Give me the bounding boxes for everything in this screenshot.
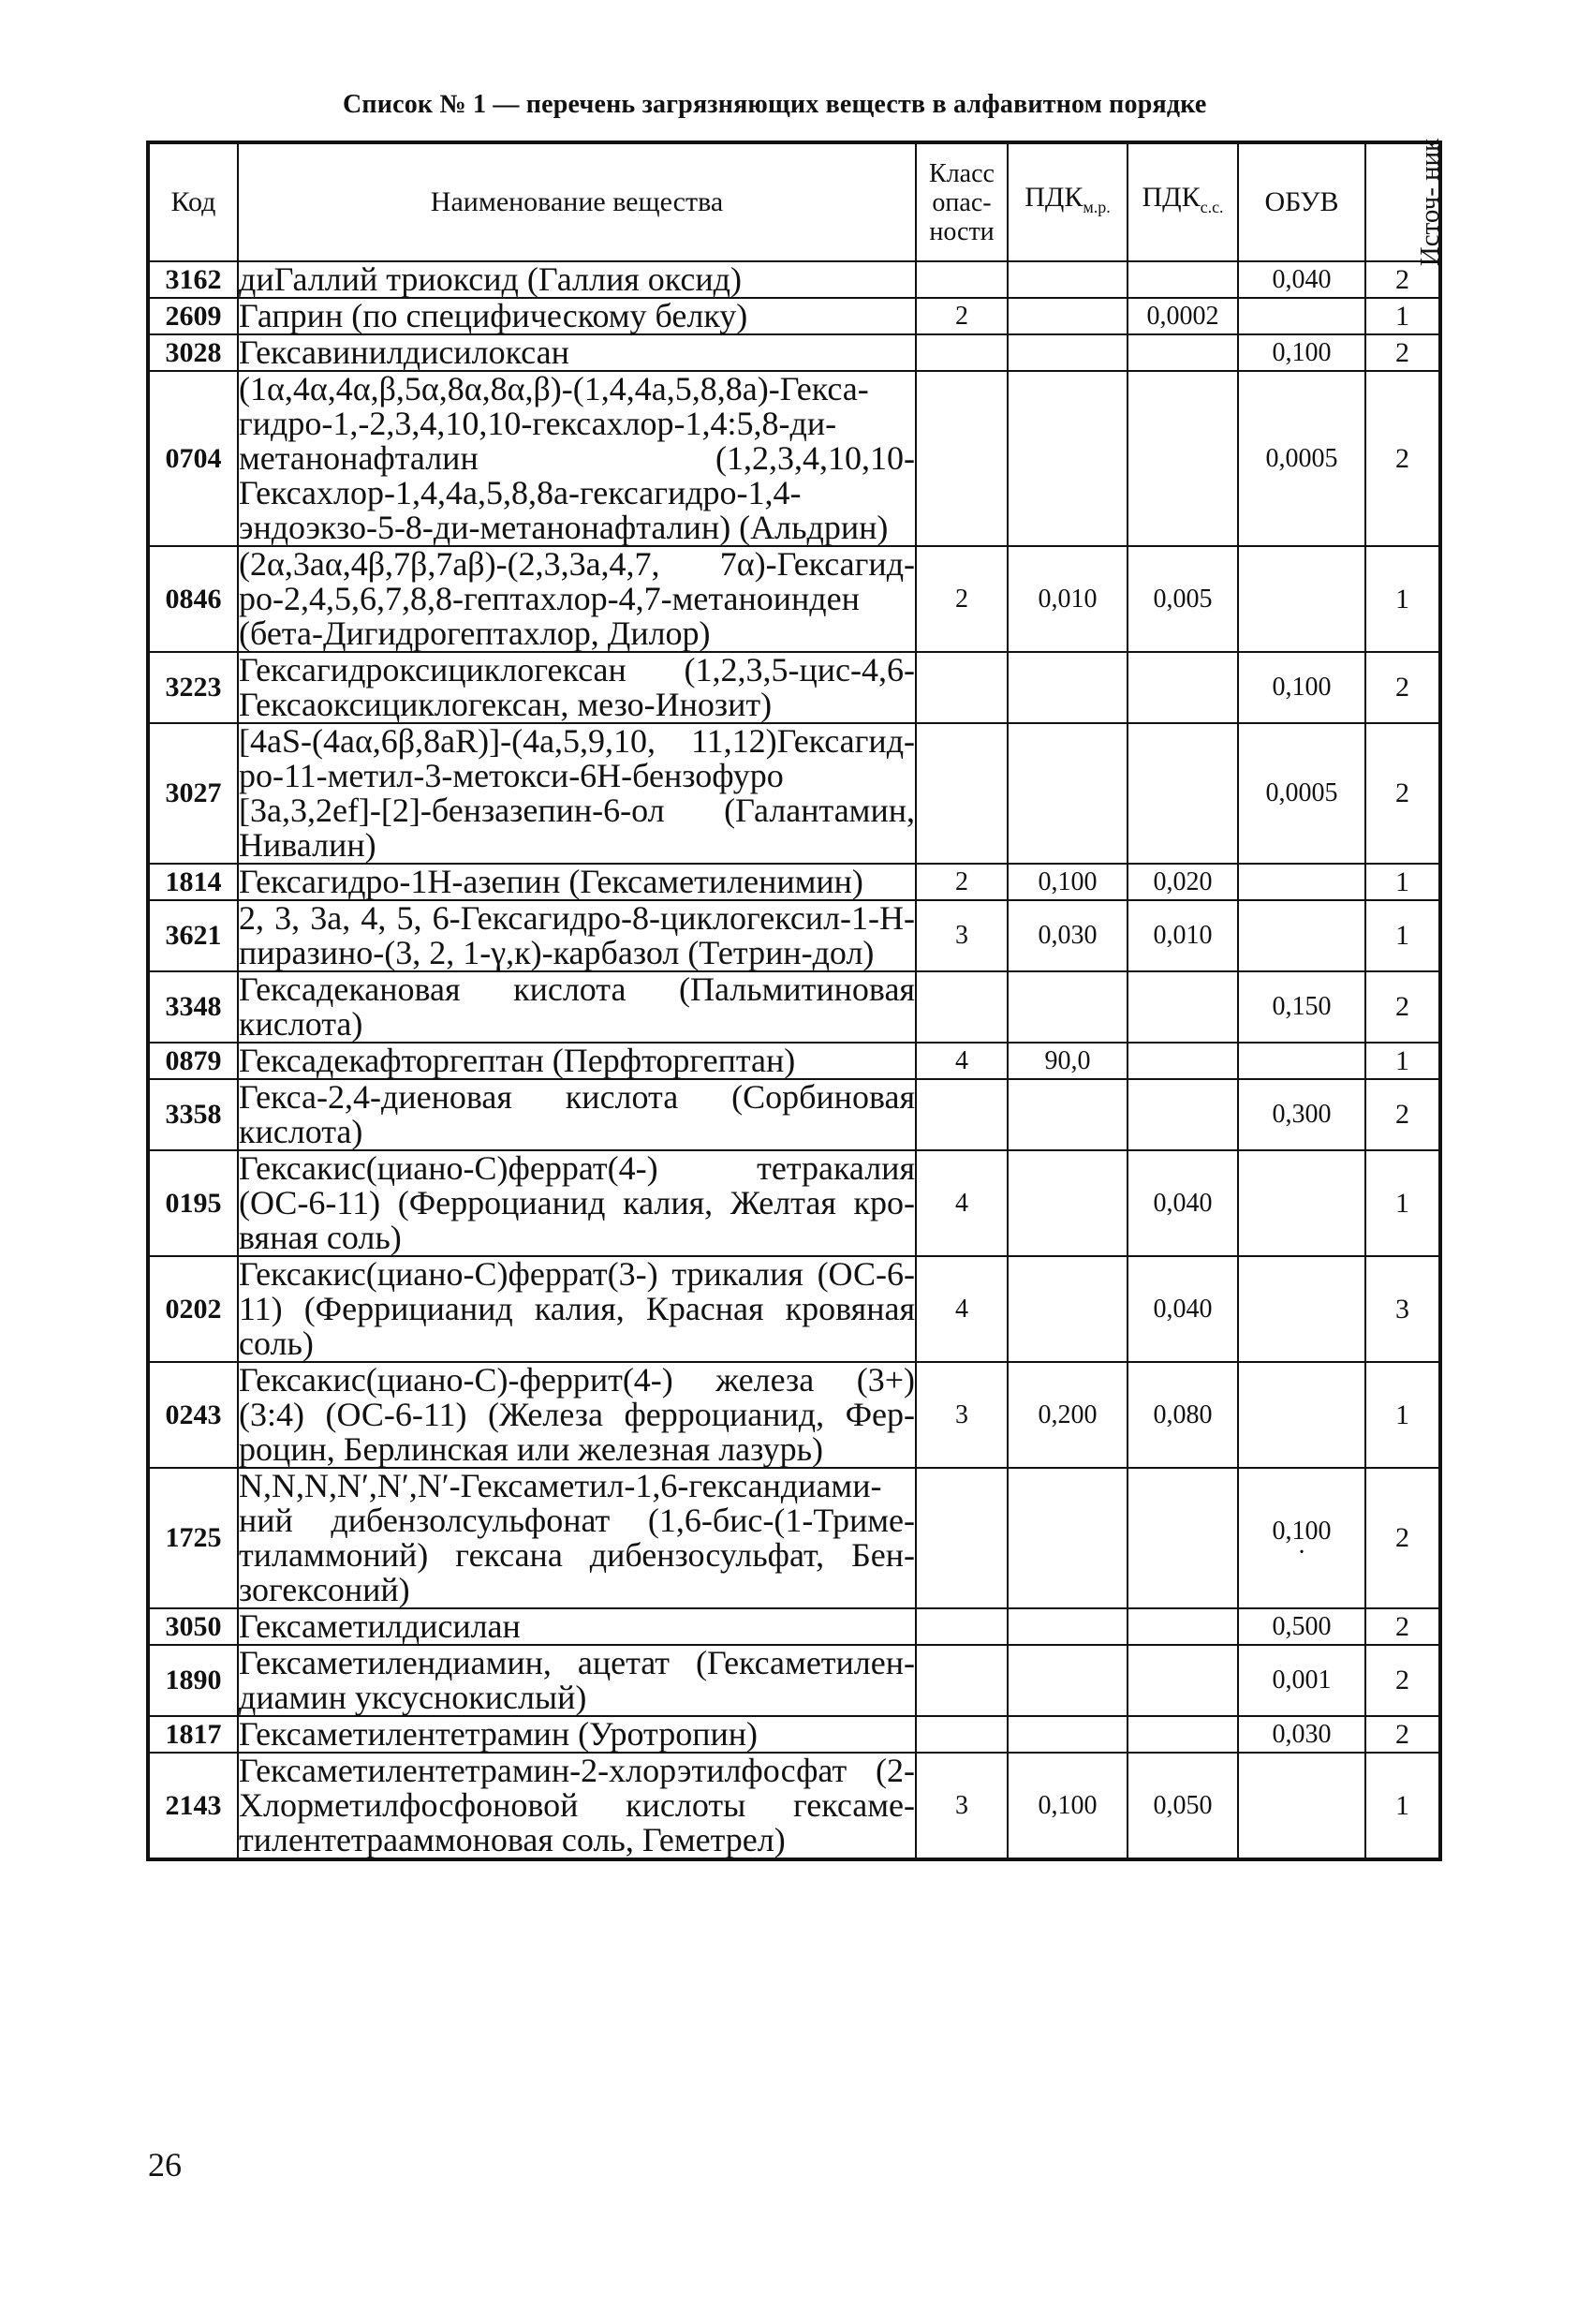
obuv-cell [1238, 1256, 1365, 1362]
code-cell: 1725 [148, 1468, 238, 1608]
name-cell: Гексадекафторгептан (Перфторгептан) [238, 1043, 916, 1079]
table-row [148, 1256, 1440, 1362]
source-cell: 2 [1365, 1716, 1440, 1753]
hazard-class-cell: 4 [916, 1043, 1008, 1079]
pdk-ss-cell [1128, 1079, 1238, 1150]
source-cell: 2 [1365, 652, 1440, 723]
source-cell: 2 [1365, 1079, 1440, 1150]
name-cell: Гексакис(циано-С)феррат(3-) трикалия (ОС-6-11) (Феррицианид калия, Красная кровяная соль) [239, 1255, 915, 1362]
header-hazard-class: Класс опас- ности [916, 142, 1008, 261]
table-row [148, 261, 1440, 298]
source-cell: 2 [1365, 371, 1440, 546]
name-cell: Гексаметилендиамин, ацетат (Гексаметилен-диамин уксуснокислый) [239, 1644, 915, 1716]
source-cell: 1 [1365, 900, 1440, 971]
table-row [148, 1079, 1440, 1150]
pdk-ss-cell [1128, 1608, 1238, 1645]
name-cell: Гекса-2,4-диеновая кислота (Сорбиновая кислота) [239, 1078, 915, 1150]
name-cell: Гексаметилдисилан [238, 1608, 916, 1645]
table-row [148, 1150, 1440, 1256]
pdk-mr-cell [1008, 1716, 1128, 1753]
hazard-class-cell: 3 [916, 900, 1008, 971]
hazard-class-cell [916, 971, 1008, 1043]
obuv-cell: 0,150 [1238, 971, 1365, 1043]
name-cell: Гаприн (по специфическому белку) [238, 298, 916, 334]
code-cell: 2609 [148, 298, 238, 334]
hazard-class-cell [916, 652, 1008, 723]
pdk-ss-cell [1128, 1043, 1238, 1079]
table-row [148, 546, 1440, 652]
hazard-class-cell [916, 371, 1008, 546]
source-cell: 1 [1365, 298, 1440, 334]
pdk-mr-cell: 90,0 [1008, 1043, 1128, 1079]
name-cell: [4aS-(4aα,6β,8aR)]-(4a,5,9,10, 11,12)Гексагид-ро-11-метил-3-метокси-6Н-бензофуро [3a,3,2ef]-[2]-бензазепин-6-ол (Галантамин, Нивалин) [239, 722, 915, 864]
obuv-mark: · [1297, 1538, 1306, 1567]
name-cell: Гексагидро-1Н-азепин (Гексаметиленимин) [238, 864, 916, 900]
pdk-ss-cell [1128, 1645, 1238, 1716]
name-cell: (1α,4α,4α,β,5α,8α,8α,β)-(1,4,4a,5,8,8a)-Гекса-гидро-1,-2,3,4,10,10-гексахлор-1,4:5,8-ди-метанонафталин (1,2,3,4,10,10-Гексахлор-1,4,4a,5,8,8a-гексагидро-1,4-эндоэкзо-5-8-ди-метанонафталин) (Альдрин) [239, 370, 915, 546]
pdk-ss-cell: 0,0002 [1128, 298, 1238, 334]
name-cell: N,N,N,N′,N′,N′-Гексаметил-1,6-гександиами-ний дибензолсульфонат (1,6-бис-(1-Триме-тиламмоний) гексана дибензосульфат, Бен-зогексоний) [239, 1467, 915, 1608]
hazard-class-cell: 3 [916, 1753, 1008, 1859]
pdk-mr-cell [1008, 261, 1128, 298]
header-name: Наименование вещества [238, 142, 916, 261]
pdk-mr-cell [1008, 1468, 1128, 1608]
obuv-cell: 0,0005 [1238, 371, 1365, 546]
table-row [148, 864, 1440, 900]
table-row [148, 1608, 1440, 1645]
pdk-mr-cell [1008, 1645, 1128, 1716]
name-cell: Гексадекановая кислота (Пальмитиновая кислота) [239, 970, 915, 1043]
hazard-class-cell: 2 [916, 864, 1008, 900]
obuv-cell [1238, 864, 1365, 900]
obuv-cell: 0,500 [1238, 1608, 1365, 1645]
obuv-cell: 0,100 [1238, 334, 1365, 371]
header-pdk-ss: $ПДК_{с.с.}$ [1128, 142, 1238, 261]
obuv-cell: 0,001 [1238, 1645, 1365, 1716]
name-cell: (2α,3aα,4β,7β,7aβ)-(2,3,3a,4,7, 7α)-Гексагид-ро-2,4,5,6,7,8,8-гептахлор-4,7-метаноинден (бета-Дигидрогептахлор, Дилор) [239, 545, 915, 652]
name-cell: Гексакис(циано-С)-феррит(4-) железа (3+) (3:4) (ОС-6-11) (Железа ферроцианид, Фер-роцин, Берлинская или железная лазурь) [239, 1361, 915, 1468]
table-row [148, 723, 1440, 864]
code-cell: 3358 [148, 1079, 238, 1150]
table-row [148, 1716, 1440, 1753]
name-cell: диГаллий триоксид (Галлия оксид) [238, 261, 916, 298]
hazard-class-cell: 3 [916, 1362, 1008, 1468]
source-cell: 1 [1365, 864, 1440, 900]
table-row [148, 371, 1440, 546]
table-header-row [148, 142, 1440, 261]
table-row [148, 1468, 1440, 1608]
table-row [148, 1753, 1440, 1859]
pdk-ss-cell [1128, 334, 1238, 371]
name-cell: Гексаметилентетрамин (Уротропин) [238, 1716, 916, 1753]
pdk-mr-cell [1008, 1608, 1128, 1645]
table-row [148, 652, 1440, 723]
hazard-class-cell [916, 334, 1008, 371]
page-number: 26 [148, 2146, 182, 2183]
source-cell: 2 [1365, 261, 1440, 298]
pdk-ss-cell [1128, 652, 1238, 723]
name-cell: Гексагидроксициклогексан (1,2,3,5-цис-4,6-Гексаоксициклогексан, мезо-Инозит) [239, 651, 915, 723]
pdk-mr-cell [1008, 1079, 1128, 1150]
source-cell: 2 [1365, 971, 1440, 1043]
table-row [148, 900, 1440, 971]
code-cell: 0879 [148, 1043, 238, 1079]
obuv-cell: 0,040 [1238, 261, 1365, 298]
code-cell: 2143 [148, 1753, 238, 1859]
pdk-mr-cell: 0,200 [1008, 1362, 1128, 1468]
hazard-class-cell [916, 1079, 1008, 1150]
source-cell: 2 [1365, 1468, 1440, 1608]
header-source: Источ- ник [1365, 142, 1440, 261]
pdk-ss-cell [1128, 261, 1238, 298]
source-cell: 1 [1365, 1362, 1440, 1468]
hazard-class-cell [916, 1608, 1008, 1645]
obuv-cell [1238, 1043, 1365, 1079]
pdk-ss-cell: 0,080 [1128, 1362, 1238, 1468]
pdk-ss-cell: 0,020 [1128, 864, 1238, 900]
source-cell: 2 [1365, 1645, 1440, 1716]
table-row [148, 298, 1440, 334]
table-row [148, 1362, 1440, 1468]
pdk-ss-cell: 0,040 [1128, 1150, 1238, 1256]
code-cell: 0202 [148, 1256, 238, 1362]
hazard-class-cell [916, 1645, 1008, 1716]
pdk-ss-cell: 0,040 [1128, 1256, 1238, 1362]
code-cell: 1817 [148, 1716, 238, 1753]
code-cell: 0704 [148, 371, 238, 546]
obuv-cell: 0,100 [1238, 652, 1365, 723]
obuv-cell: 0,100 · [1238, 1468, 1365, 1608]
source-cell: 2 [1365, 334, 1440, 371]
obuv-cell [1238, 298, 1365, 334]
pdk-mr-cell: 0,100 [1008, 1753, 1128, 1859]
code-cell: 1890 [148, 1645, 238, 1716]
hazard-class-cell: 4 [916, 1150, 1008, 1256]
pdk-mr-cell [1008, 371, 1128, 546]
obuv-cell: 0,300 [1238, 1079, 1365, 1150]
code-cell: 1814 [148, 864, 238, 900]
code-cell: 3028 [148, 334, 238, 371]
obuv-cell [1238, 900, 1365, 971]
header-code: Код [148, 142, 238, 261]
pdk-ss-cell [1128, 371, 1238, 546]
hazard-class-cell [916, 1468, 1008, 1608]
name-cell: Гексавинилдисилоксан [238, 334, 916, 371]
pdk-mr-cell [1008, 652, 1128, 723]
table-row [148, 334, 1440, 371]
obuv-cell [1238, 1150, 1365, 1256]
source-cell: 2 [1365, 1608, 1440, 1645]
pdk-mr-cell: 0,010 [1008, 546, 1128, 652]
code-cell: 3223 [148, 652, 238, 723]
pdk-ss-cell [1128, 971, 1238, 1043]
name-cell: 2, 3, 3a, 4, 5, 6-Гексагидро-8-циклогексил-1-Н-пиразино-(3, 2, 1-γ,к)-карбазол (Тетрин-дол) [239, 899, 915, 971]
code-cell: 3621 [148, 900, 238, 971]
code-cell: 0846 [148, 546, 238, 652]
obuv-cell [1238, 546, 1365, 652]
source-cell: 1 [1365, 1753, 1440, 1859]
pdk-mr-cell [1008, 723, 1128, 864]
code-cell: 3348 [148, 971, 238, 1043]
pdk-mr-cell: 0,030 [1008, 900, 1128, 971]
obuv-cell [1238, 1362, 1365, 1468]
code-cell: 3027 [148, 723, 238, 864]
hazard-class-cell: 2 [916, 546, 1008, 652]
source-cell: 2 [1365, 723, 1440, 864]
pdk-ss-cell: 0,010 [1128, 900, 1238, 971]
name-cell: Гексаметилентетрамин-2-хлорэтилфосфат (2-Хлорметилфосфоновой кислоты гексаме-тилентетрааммоновая соль, Геметрел) [239, 1752, 915, 1858]
hazard-class-cell [916, 261, 1008, 298]
hazard-class-cell [916, 723, 1008, 864]
header-obuv: ОБУВ [1238, 142, 1365, 261]
pdk-ss-cell [1128, 1716, 1238, 1753]
source-cell: 1 [1365, 1043, 1440, 1079]
source-cell: 3 [1365, 1256, 1440, 1362]
name-cell: Гексакис(циано-С)феррат(4-) тетракалия (ОС-6-11) (Ферроцианид калия, Желтая кро-вяная соль) [239, 1149, 915, 1256]
pdk-mr-cell [1008, 1256, 1128, 1362]
pdk-mr-cell [1008, 334, 1128, 371]
hazard-class-cell: 2 [916, 298, 1008, 334]
pdk-ss-cell [1128, 1468, 1238, 1608]
pdk-ss-cell: 0,005 [1128, 546, 1238, 652]
code-cell: 3162 [148, 261, 238, 298]
table-row [148, 971, 1440, 1043]
source-cell: 1 [1365, 546, 1440, 652]
pdk-ss-cell [1128, 723, 1238, 864]
obuv-cell [1238, 1753, 1365, 1859]
page-title: Список № 1 — перечень загрязняющих веществ в алфавитном порядке [343, 90, 1207, 119]
obuv-cell: 0,0005 [1238, 723, 1365, 864]
obuv-cell: 0,030 [1238, 1716, 1365, 1753]
source-cell: 1 [1365, 1150, 1440, 1256]
pdk-mr-cell [1008, 1150, 1128, 1256]
table-row [148, 1043, 1440, 1079]
substances-table [146, 138, 1446, 1861]
code-cell: 0243 [148, 1362, 238, 1468]
hazard-class-cell: 4 [916, 1256, 1008, 1362]
pdk-mr-cell: 0,100 [1008, 864, 1128, 900]
hazard-class-cell [916, 1716, 1008, 1753]
pdk-ss-cell: 0,050 [1128, 1753, 1238, 1859]
pdk-mr-cell [1008, 298, 1128, 334]
table-row [148, 1645, 1440, 1716]
code-cell: 0195 [148, 1150, 238, 1256]
pdk-mr-cell [1008, 971, 1128, 1043]
header-pdk-mr: $ПДК_{м.р.}$ [1008, 142, 1128, 261]
code-cell: 3050 [148, 1608, 238, 1645]
